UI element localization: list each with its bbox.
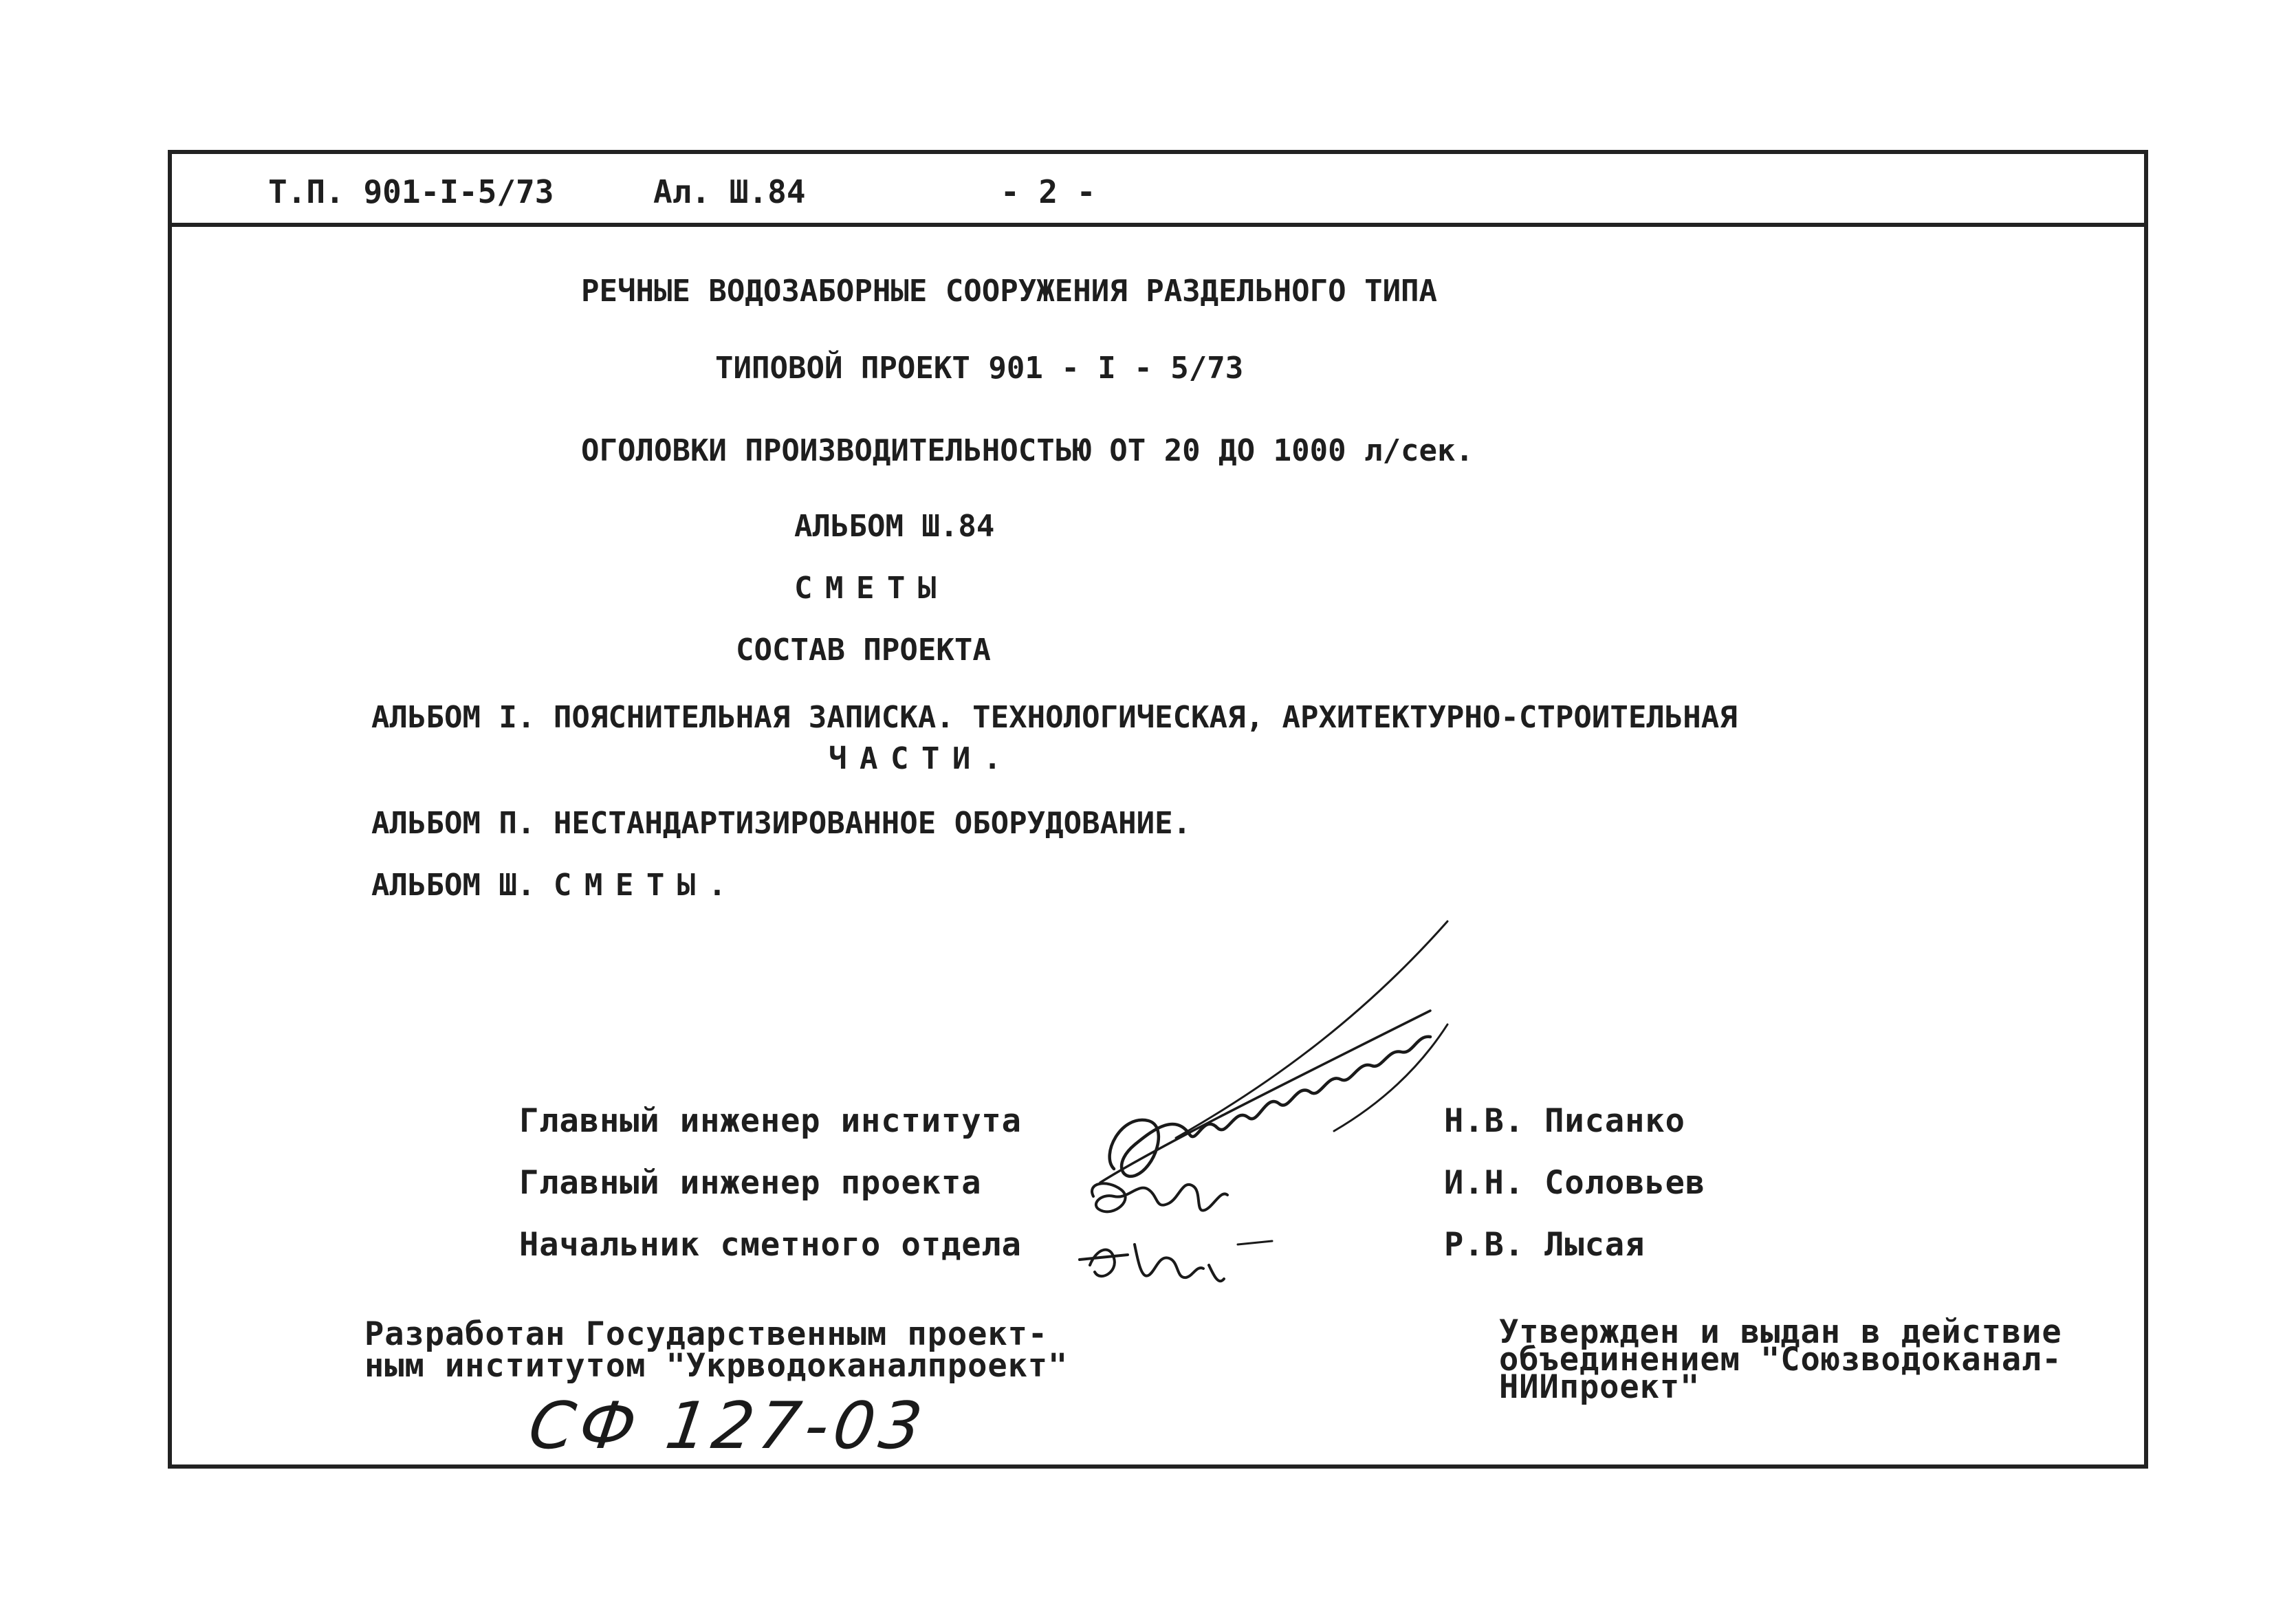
composition-item-3-prefix: АЛЬБОМ Ш. (371, 868, 536, 903)
composition-item-3 (371, 868, 739, 903)
project-code: Т.П. 901-I-5/73 (268, 173, 554, 210)
developed-by-line-1: Разработан Государственным проект- (364, 1315, 1049, 1353)
approval-line-2: объединением "Союзводоканал- (1499, 1341, 2062, 1379)
title-line-1: РЕЧНЫЕ ВОДОЗАБОРНЫЕ СООРУЖЕНИЯ РАЗДЕЛЬНОГО ТИПА (581, 274, 1438, 309)
developed-by-line-2: ным институтом "Укрводоканалпроект" (364, 1347, 1069, 1385)
approval-line-1: Утвержден и выдан в действие (1499, 1313, 2062, 1351)
signatory-role-3: Начальник сметного отдела (519, 1226, 1022, 1264)
signatory-name-1: Н.В. Писанко (1444, 1102, 1685, 1140)
composition-item-1-continuation: ЧАСТИ. (829, 741, 1014, 776)
album-name: СМЕТЫ (794, 571, 949, 606)
signatory-role-2: Главный инженер проекта (519, 1164, 982, 1202)
developed-by (364, 1315, 1069, 1385)
title-line-3: ОГОЛОВКИ ПРОИЗВОДИТЕЛЬНОСТЬЮ ОТ 20 ДО 1000 л/сек. (581, 433, 1474, 468)
composition-heading: СОСТАВ ПРОЕКТА (736, 633, 991, 668)
signatory-name-3: Р.В. Лысая (1444, 1226, 1646, 1264)
page-number: - 2 - (1001, 173, 1096, 210)
composition-item-3-name: СМЕТЫ. (553, 868, 739, 903)
album-reference: Ал. Ш.84 (653, 173, 806, 210)
header-divider (168, 223, 2148, 227)
album-number: АЛЬБОМ Ш.84 (794, 509, 995, 544)
handwritten-code: СФ 127-03 (524, 1389, 932, 1464)
signatory-role-1: Главный инженер института (519, 1102, 1022, 1140)
signatory-name-2: И.Н. Соловьев (1444, 1164, 1706, 1202)
composition-item-2: АЛЬБОМ П. НЕСТАНДАРТИЗИРОВАННОЕ ОБОРУДОВАНИЕ. (371, 806, 1192, 841)
composition-item-1: АЛЬБОМ I. ПОЯСНИТЕЛЬНАЯ ЗАПИСКА. ТЕХНОЛОГИЧЕСКАЯ, АРХИТЕКТУРНО-СТРОИТЕЛЬНАЯ (371, 700, 1738, 735)
approval-note (1499, 1313, 2062, 1406)
approval-line-3: НИИпроект" (1499, 1368, 1701, 1406)
signatures-graphic (1073, 908, 1540, 1334)
title-line-2: ТИПОВОЙ ПРОЕКТ 901 - I - 5/73 (715, 351, 1244, 386)
